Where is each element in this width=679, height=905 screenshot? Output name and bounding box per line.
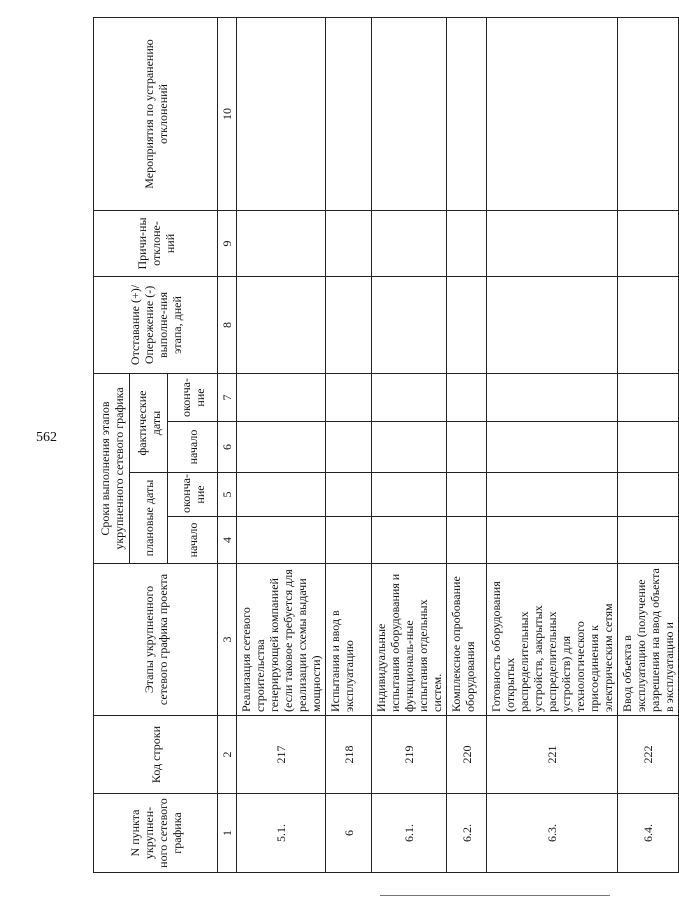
header-actual-end: оконча-ние <box>168 373 218 421</box>
header-planned-end: оконча-ние <box>168 473 218 517</box>
row-point-number: 6.2. <box>447 794 487 873</box>
column-number: 8 <box>218 276 237 373</box>
table-row <box>326 17 372 872</box>
row-line-code: 220 <box>447 716 487 794</box>
row-stage-text: Индивидуальные испытания оборудования и функциональ-ные испытания отдельных систем. <box>372 564 447 716</box>
header-point-number: N пункта укрупнен-ного сетевого графика <box>94 794 218 873</box>
header-stage: Этапы укрупненного сетевого графика проекта <box>94 564 218 716</box>
header-planned-start: начало <box>168 517 218 564</box>
row-line-code: 217 <box>237 716 326 794</box>
row-line-code: 218 <box>326 716 372 794</box>
row-stage-text: Испытания и ввод в эксплуатацию <box>326 564 372 716</box>
row-point-number: 6.4. <box>618 794 679 873</box>
header-deviation-days: Отставание (+)/ Опережение (-) выполне-ния этапа, дней <box>94 276 218 373</box>
table-row <box>237 17 326 872</box>
row-line-code: 221 <box>487 716 618 794</box>
column-number: 10 <box>218 17 237 210</box>
column-number: 6 <box>218 422 237 473</box>
row-line-code: 222 <box>618 716 679 794</box>
scan-edge-line <box>380 895 610 896</box>
rotated-table-container <box>93 18 676 873</box>
table-frame <box>93 18 676 873</box>
column-number: 4 <box>218 517 237 564</box>
table-row <box>372 17 447 872</box>
column-number: 3 <box>218 564 237 716</box>
row-stage-text: Реализация сетевого строительства генерирующей компанией (если таковое требуется для реализации схемы выдачи мощности) <box>237 564 326 716</box>
row-point-number: 5.1. <box>237 794 326 873</box>
header-dates-group: Сроки выполнения этапов укрупненного сетевого графика <box>94 373 130 563</box>
column-number: 9 <box>218 210 237 276</box>
row-point-number: 6.1. <box>372 794 447 873</box>
page-number: 562 <box>36 430 57 445</box>
table-row <box>487 17 618 872</box>
row-point-number: 6.3. <box>487 794 618 873</box>
row-point-number: 6 <box>326 794 372 873</box>
header-actual-dates: фактические даты <box>130 373 168 472</box>
header-planned-dates: плановые даты <box>130 473 168 564</box>
row-stage-text: Готовность оборудования (открытых распределительных устройств, закрытых распределительных устройств) для технологического присоединения к электрическим сетям <box>487 564 618 716</box>
header-remedial-measures: Мероприятия по устранению отклонений <box>94 17 218 210</box>
header-actual-start: начало <box>168 422 218 473</box>
column-number: 7 <box>218 373 237 421</box>
table-row <box>618 17 679 872</box>
row-line-code: 219 <box>372 716 447 794</box>
column-number: 5 <box>218 473 237 517</box>
table-row <box>447 17 487 872</box>
column-number: 1 <box>218 794 237 873</box>
network-schedule-table <box>93 17 679 873</box>
row-stage-text: Комплексное опробование оборудования <box>447 564 487 716</box>
column-number: 2 <box>218 716 237 794</box>
header-line-code: Код строки <box>94 716 218 794</box>
row-stage-text: Ввод объекта в эксплуатацию (получение разрешения на ввод объекта в эксплуатацию и <box>618 564 679 716</box>
header-deviation-reasons: Причи-ны отклоне-ний <box>94 210 218 276</box>
